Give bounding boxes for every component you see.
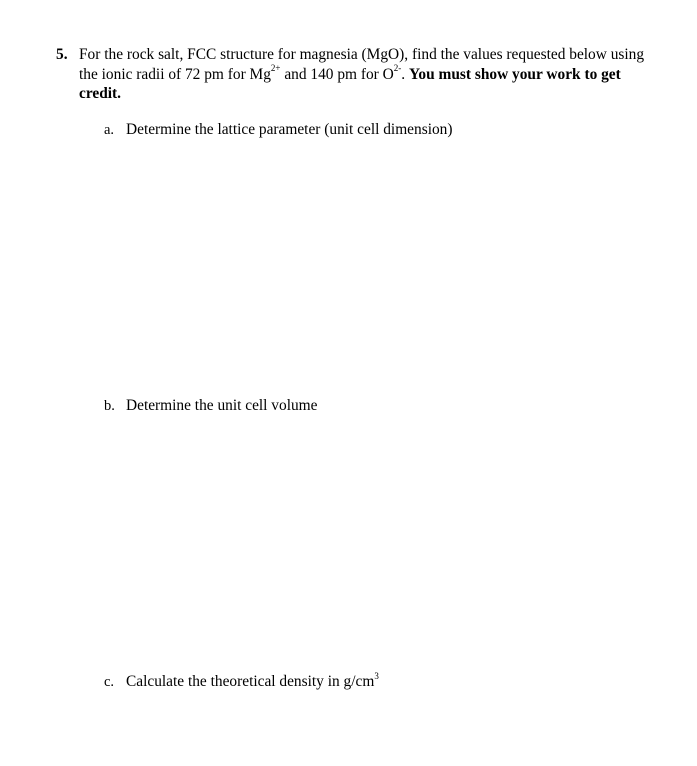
part-a (104, 120, 664, 141)
part-c (104, 672, 664, 693)
part-b-text: Determine the unit cell volume (126, 397, 318, 414)
question-middle: and 140 pm for O (280, 65, 394, 83)
part-c-letter: c. (104, 674, 115, 690)
part-a-text: Determine the lattice parameter (unit cell dimension) (126, 121, 453, 138)
o-charge: 2- (393, 63, 402, 74)
mg-charge: 2+ (270, 63, 281, 74)
bold-instruction: You must show your work to get credit. (79, 65, 621, 102)
question-text (79, 45, 659, 104)
question-number: 5. (56, 46, 68, 63)
part-b-letter: b. (104, 398, 115, 414)
part-c-text: Calculate the theoretical density in g/cm (126, 673, 375, 690)
question-period: . (401, 65, 409, 83)
part-a-letter: a. (104, 122, 115, 138)
question-intro: For the rock salt, FCC structure for magnesia (MgO), find the values requested below using the ionic radii of 72 pm for Mg (79, 46, 645, 83)
cm-cubed-superscript: 3 (374, 670, 379, 681)
part-b (104, 396, 664, 417)
